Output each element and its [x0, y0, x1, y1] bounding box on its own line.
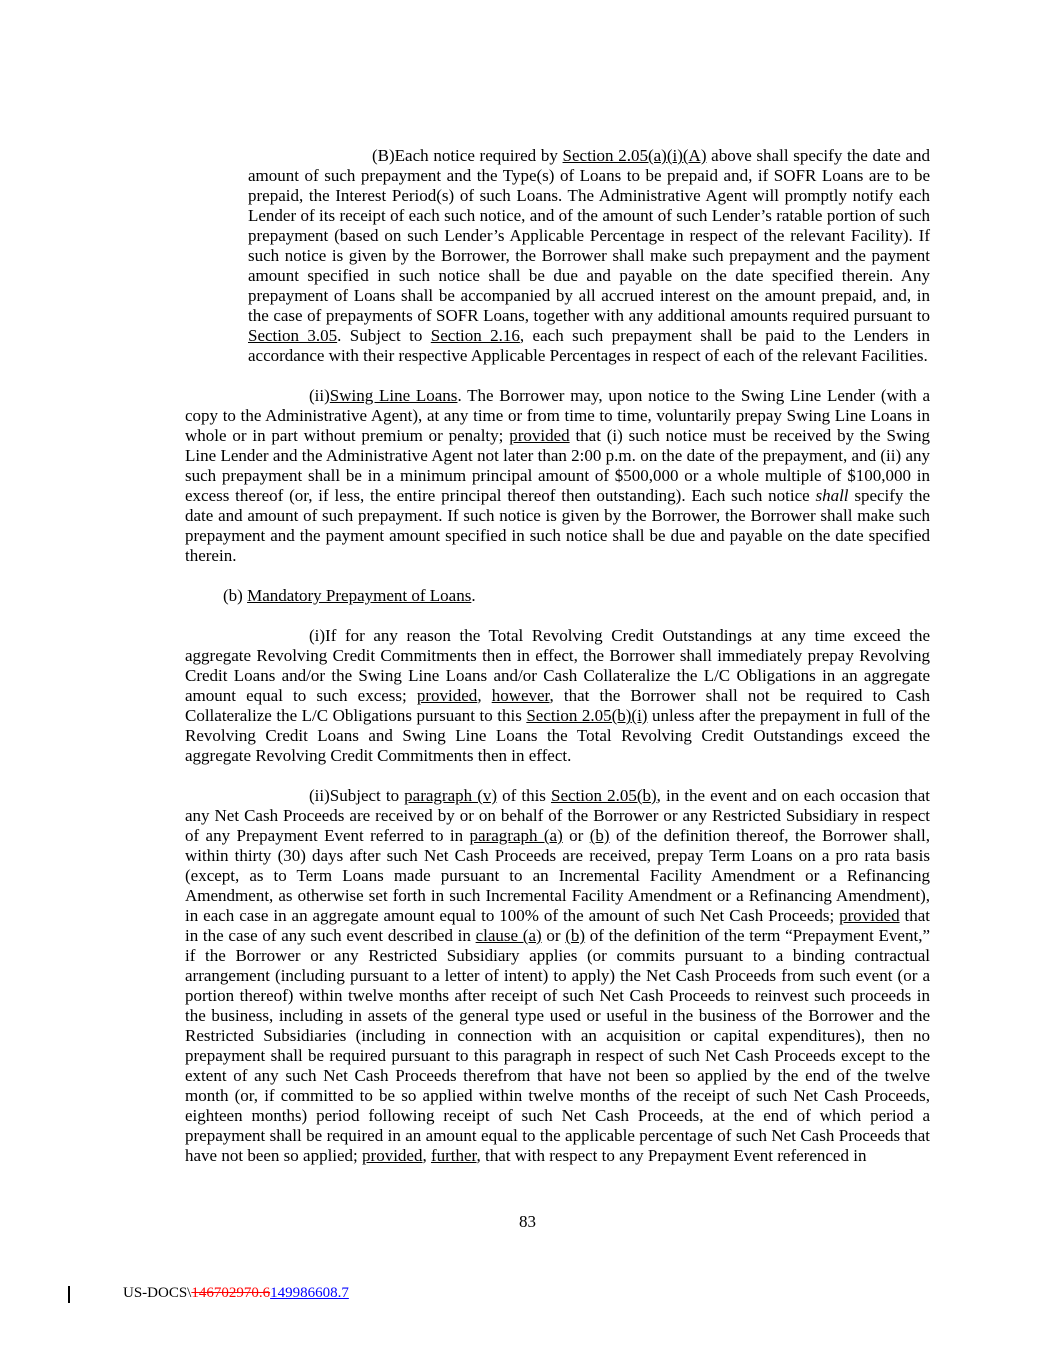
document-body: [185, 146, 930, 1166]
clause-B-paragraph: (B)Each notice required by Section 2.05(a)(i)(A) above shall specify the date and amount of such prepayment and the Type(s) of Loans to be prepaid and, if SOFR Loans are to be prepaid, the Interest Period(s) of such Loans. The Administrative Agent will promptly notify each Lender of its receipt of each such notice, and of the amount of such Lender’s ratable portion of such prepayment (based on such Lender’s Applicable Percentage in respect of the relevant Facility). If such notice is given by the Borrower, the Borrower shall make such prepayment and the payment amount specified in such notice shall be due and payable on the date specified therein. Any prepayment of Loans shall be accompanied by all accrued interest on the amount prepaid, and, in the case of prepayments of SOFR Loans, together with any additional amounts required pursuant to Section 3.05. Subject to Section 2.16, each such prepayment shall be paid to the Lenders in accordance with their respective Applicable Percentages in respect of each of the relevant Facilities.: [248, 146, 930, 365]
mandatory-prepayment-heading: (b) Mandatory Prepayment of Loans.: [223, 586, 476, 605]
footer-doc-id-inserted: 149986608.7: [270, 1285, 349, 1301]
footer-doc-id-prefix: US-DOCS\: [123, 1285, 192, 1301]
swing-line-loans-paragraph: (ii)Swing Line Loans. The Borrower may, upon notice to the Swing Line Lender (with a copy to the Administrative Agent), at any time or from time to time, voluntarily prepay Swing Line Loans in whole or in part without premium or penalty; provided that (i) such notice must be received by the Swing Line Lender and the Administrative Agent not later than 2:00 p.m. on the date of the prepayment, and (ii) any such prepayment shall be in a minimum principal amount of $500,000 or a whole multiple of $100,000 in excess thereof (or, if less, the entire principal thereof then outstanding). Each such notice shall specify the date and amount of such prepayment. If such notice is given by the Borrower, the Borrower shall make such prepayment and the payment amount specified in such notice shall be due and payable on the date specified therein.: [185, 386, 931, 565]
footer-doc-id: [123, 1284, 349, 1302]
change-bar: [68, 1286, 70, 1303]
footer-doc-id-deleted: 146702970.6: [191, 1285, 271, 1301]
page-number: 83: [519, 1212, 536, 1231]
clause-i-paragraph: (i)If for any reason the Total Revolving Credit Outstandings at any time exceed the aggregate Revolving Credit Commitments then in effect, the Borrower shall immediately prepay Revolving Credit Loans and/or the Swing Line Loans and/or Cash Collateralize the L/C Obligations in an aggregate amount equal to such excess; provided, however, that the Borrower shall not be required to Cash Collateralize the L/C Obligations pursuant to this Section 2.05(b)(i) unless after the prepayment in full of the Revolving Credit Loans and Swing Line Loans the Total Revolving Credit Outstandings exceed the aggregate Revolving Credit Commitments then in effect.: [185, 626, 931, 765]
clause-ii-paragraph: (ii)Subject to paragraph (v) of this Section 2.05(b), in the event and on each occasion that any Net Cash Proceeds are received by or on behalf of the Borrower or any Restricted Subsidiary in respect of any Prepayment Event referred to in paragraph (a) or (b) of the definition thereof, the Borrower shall, within thirty (30) days after such Net Cash Proceeds are received, prepay Term Loans on a pro rata basis (except, as to Term Loans made pursuant to an Incremental Facility Amendment or a Refinancing Amendment, as otherwise set forth in such Incremental Facility Amendment or a Refinancing Amendment), in each case in an aggregate amount equal to 100% of the amount of such Net Cash Proceeds; provided that in the case of any such event described in clause (a) or (b) of the definition of the term “Prepayment Event,” if the Borrower or any Restricted Subsidiary applies (or commits pursuant to a binding contractual arrangement (including pursuant to a letter of intent) to apply) the Net Cash Proceeds from such event (or a portion thereof) within twelve months after receipt of such Net Cash Proceeds to reinvest such proceeds in the business, including in assets of the general type used or useful in the business of the Borrower and the Restricted Subsidiaries (including in connection with an acquisition or capital expenditures), then no prepayment shall be required pursuant to this paragraph in respect of such Net Cash Proceeds except to the extent of any such Net Cash Proceeds therefrom that have not been so applied by the end of the twelve month (or, if committed to be so applied within twelve months of the receipt of such Net Cash Proceeds, eighteen months) period following receipt of such Net Cash Proceeds, at the end of which period a prepayment shall be required in an amount equal to the applicable percentage of such Net Cash Proceeds that have not been so applied; provided, further, that with respect to any Prepayment Event referenced in: [185, 786, 931, 1165]
